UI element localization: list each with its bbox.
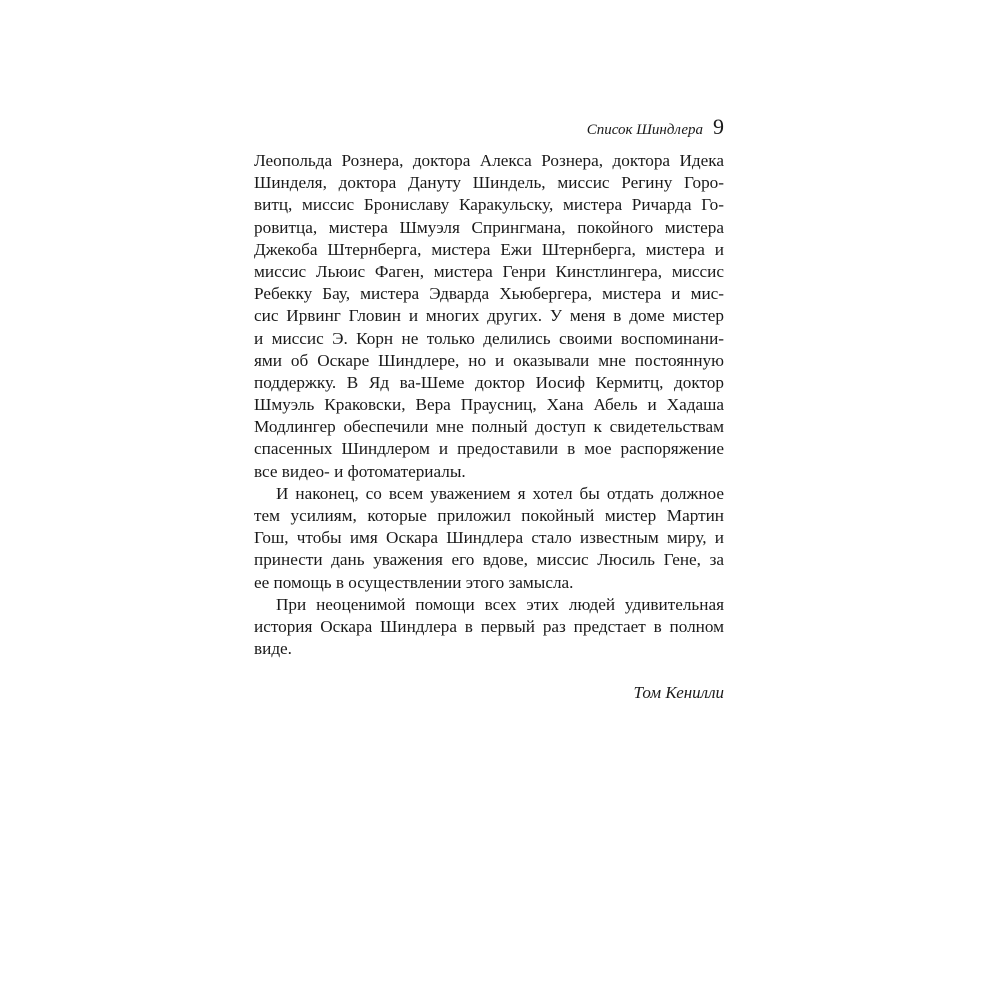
- book-page: [254, 112, 724, 704]
- text-line: спасенных Шиндлером и предоставили в мое распоряжение: [254, 439, 724, 459]
- text-line: миссис Льюис Фаген, мистера Генри Кинстлингера, миссис: [254, 261, 724, 281]
- text-line: При неоценимой помощи всех этих людей удивительная: [276, 594, 724, 614]
- text-line: Джекоба Штернберга, мистера Ежи Штернберга, мистера и: [254, 239, 724, 259]
- paragraph-2: [254, 483, 724, 594]
- text-line: И наконец, со всем уважением я хотел бы отдать должное: [276, 483, 724, 503]
- text-line: тем усилиям, которые приложил покойный мистер Мартин: [254, 506, 724, 525]
- text-line: ровитца, мистера Шмуэля Спрингмана, покойного мистера: [254, 217, 724, 237]
- page-number: 9: [713, 114, 724, 139]
- text-line: витц, миссис Брониславу Каракульску, мистера Ричарда Го-: [254, 195, 724, 215]
- text-line: история Оскара Шиндлера в первый раз предстает в полном: [254, 616, 724, 636]
- running-title: Список Шиндлера: [586, 122, 703, 138]
- text-line: Модлингер обеспечили мне полный доступ к свидетельствам: [254, 417, 724, 437]
- text-line: ее помощь в осуществлении этого замысла.: [254, 572, 574, 592]
- text-line: Шмуэль Краковски, Вера Праусниц, Хана Абель и Хадаша: [254, 395, 724, 415]
- text-line: ями об Оскаре Шиндлере, но и оказывали мне постоянную: [254, 350, 724, 370]
- text-line: все видео- и фотоматериалы.: [254, 461, 466, 481]
- text-line: Леопольда Рознера, доктора Алекса Рознера, доктора Идека: [254, 151, 724, 170]
- text-line: сис Ирвинг Гловин и многих других. У меня в доме мистер: [254, 306, 724, 326]
- text-line: и миссис Э. Корн не только делились своими воспоминани-: [254, 328, 724, 348]
- text-line: Гош, чтобы имя Оскара Шиндлера стало известным миру, и: [254, 528, 724, 548]
- body-text: [254, 150, 724, 660]
- author-signature: Том Кенилли: [633, 683, 724, 703]
- paragraph-1: [254, 150, 724, 483]
- text-line: Шинделя, доктора Дануту Шиндель, миссис Регину Горо-: [254, 173, 724, 193]
- text-line: поддержку. В Яд ва-Шеме доктор Иосиф Кермитц, доктор: [254, 372, 724, 392]
- text-line: Ребекку Бау, мистера Эдварда Хьюбергера, мистера и мис-: [254, 284, 724, 304]
- text-line: принести дань уважения его вдове, миссис Люсиль Гене, за: [254, 550, 724, 570]
- text-line: виде.: [254, 639, 292, 659]
- running-head: [254, 112, 724, 142]
- paragraph-3: [254, 594, 724, 661]
